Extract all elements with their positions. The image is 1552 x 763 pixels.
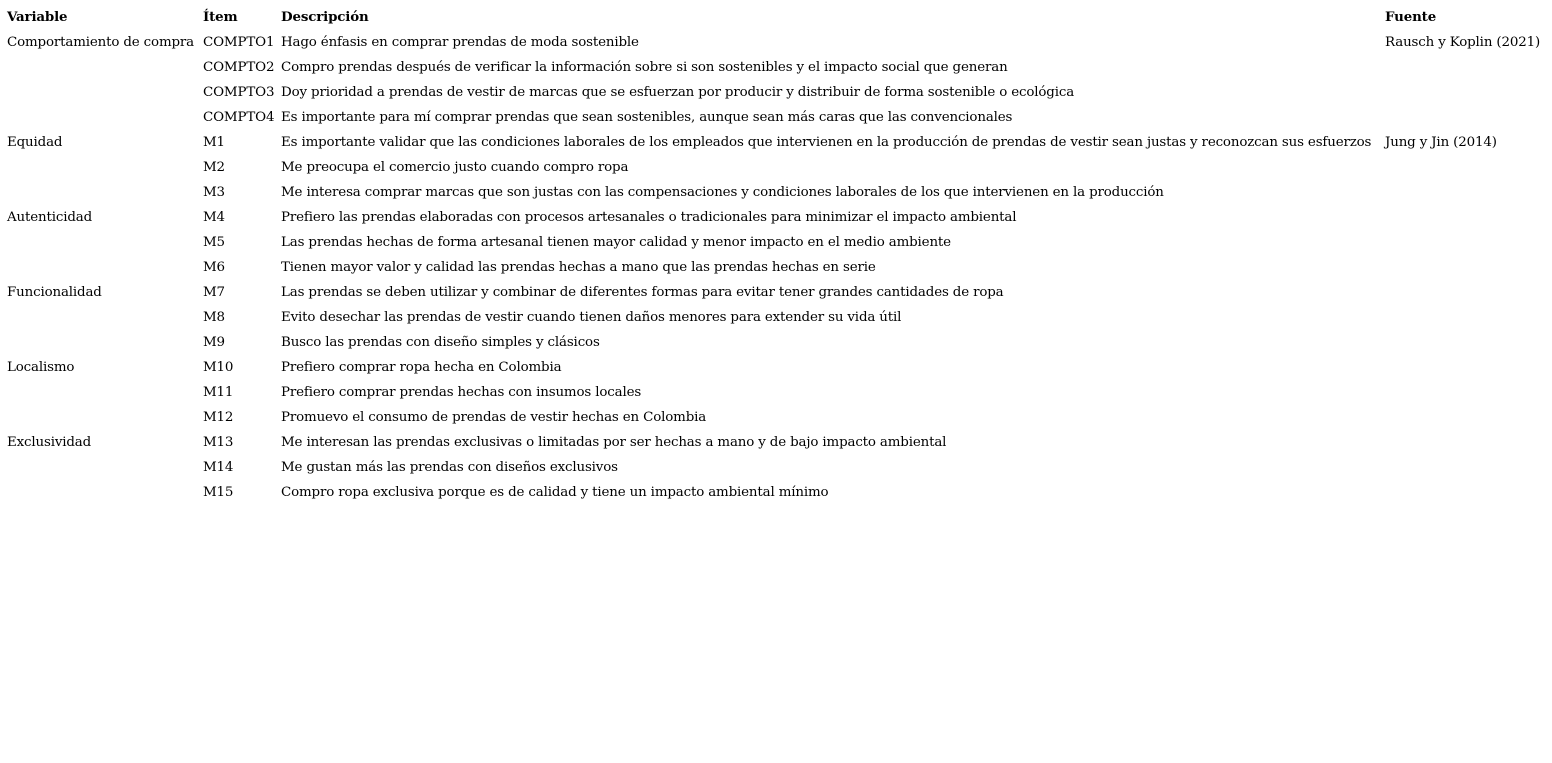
table-row bbox=[7, 230, 1545, 255]
cell-item: M12 bbox=[203, 410, 234, 425]
table-row bbox=[7, 55, 1545, 80]
cell-description: Prefiero comprar prendas hechas con insumos locales bbox=[281, 385, 642, 400]
cell-item: M3 bbox=[203, 185, 225, 200]
cell-item: M2 bbox=[203, 160, 225, 175]
cell-variable bbox=[7, 55, 203, 80]
cell-source bbox=[1385, 480, 1545, 505]
cell-source: Rausch y Koplin (2021) bbox=[1385, 35, 1541, 50]
cell-variable bbox=[7, 255, 203, 280]
cell-item: COMPTO1 bbox=[203, 35, 275, 50]
cell-source: Jung y Jin (2014) bbox=[1385, 135, 1497, 150]
cell-description: Hago énfasis en comprar prendas de moda sostenible bbox=[281, 35, 639, 50]
cell-item: M15 bbox=[203, 485, 234, 500]
cell-description: Tienen mayor valor y calidad las prendas hechas a mano que las prendas hechas en serie bbox=[281, 260, 876, 275]
table-row bbox=[7, 480, 1545, 505]
cell-item: M7 bbox=[203, 285, 225, 300]
cell-source bbox=[1385, 180, 1545, 205]
table-header-row bbox=[7, 5, 1545, 30]
cell-variable bbox=[7, 180, 203, 205]
cell-variable bbox=[7, 80, 203, 105]
cell-variable bbox=[7, 405, 203, 430]
cell-item: COMPTO4 bbox=[203, 110, 275, 125]
cell-source bbox=[1385, 255, 1545, 280]
cell-variable: Exclusividad bbox=[7, 435, 92, 450]
cell-variable bbox=[7, 105, 203, 130]
table-row bbox=[7, 280, 1545, 305]
cell-source bbox=[1385, 455, 1545, 480]
table-row bbox=[7, 405, 1545, 430]
header-variable: Variable bbox=[7, 9, 68, 25]
table-row bbox=[7, 30, 1545, 55]
cell-description: Prefiero las prendas elaboradas con procesos artesanales o tradicionales para minimizar el impacto ambiental bbox=[281, 210, 1017, 225]
cell-variable bbox=[7, 380, 203, 405]
cell-variable: Autenticidad bbox=[7, 210, 92, 225]
cell-source bbox=[1385, 380, 1545, 405]
cell-item: M6 bbox=[203, 260, 225, 275]
cell-description: Promuevo el consumo de prendas de vestir hechas en Colombia bbox=[281, 410, 707, 425]
cell-variable bbox=[7, 305, 203, 330]
cell-source bbox=[1385, 330, 1545, 355]
table-row bbox=[7, 130, 1545, 155]
header-item: Ítem bbox=[203, 9, 238, 25]
cell-item: M4 bbox=[203, 210, 225, 225]
cell-source bbox=[1385, 405, 1545, 430]
cell-description: Compro prendas después de verificar la información sobre si son sostenibles y el impacto social que generan bbox=[281, 60, 1008, 75]
cell-description: Compro ropa exclusiva porque es de calidad y tiene un impacto ambiental mínimo bbox=[281, 485, 829, 500]
table-row bbox=[7, 155, 1545, 180]
table-row bbox=[7, 455, 1545, 480]
cell-description: Prefiero comprar ropa hecha en Colombia bbox=[281, 360, 562, 375]
cell-description: Me gustan más las prendas con diseños exclusivos bbox=[281, 460, 618, 475]
cell-item: M1 bbox=[203, 135, 225, 150]
table-row bbox=[7, 305, 1545, 330]
cell-source bbox=[1385, 55, 1545, 80]
cell-variable bbox=[7, 455, 203, 480]
table-row bbox=[7, 330, 1545, 355]
cell-item: M10 bbox=[203, 360, 234, 375]
cell-variable: Funcionalidad bbox=[7, 285, 102, 300]
table-row bbox=[7, 80, 1545, 105]
cell-description: Me interesan las prendas exclusivas o limitadas por ser hechas a mano y de bajo impacto ambiental bbox=[281, 435, 947, 450]
cell-variable bbox=[7, 480, 203, 505]
header-description: Descripción bbox=[281, 9, 369, 25]
cell-source bbox=[1385, 280, 1545, 305]
table-row bbox=[7, 180, 1545, 205]
cell-source bbox=[1385, 80, 1545, 105]
cell-description: Doy prioridad a prendas de vestir de marcas que se esfuerzan por producir y distribuir de forma sostenible o ecológica bbox=[281, 85, 1075, 100]
survey-items-table bbox=[7, 5, 1545, 505]
table-row bbox=[7, 430, 1545, 455]
cell-variable bbox=[7, 230, 203, 255]
table-row bbox=[7, 355, 1545, 380]
table-row bbox=[7, 255, 1545, 280]
cell-source bbox=[1385, 430, 1545, 455]
cell-item: M14 bbox=[203, 460, 234, 475]
cell-source bbox=[1385, 155, 1545, 180]
header-source: Fuente bbox=[1385, 9, 1437, 25]
cell-description: Las prendas hechas de forma artesanal tienen mayor calidad y menor impacto en el medio ambiente bbox=[281, 235, 951, 250]
cell-description: Es importante para mí comprar prendas que sean sostenibles, aunque sean más caras que las convencionales bbox=[281, 110, 1013, 125]
cell-variable: Equidad bbox=[7, 135, 63, 150]
cell-source bbox=[1385, 205, 1545, 230]
cell-item: M5 bbox=[203, 235, 225, 250]
cell-item: M8 bbox=[203, 310, 225, 325]
cell-source bbox=[1385, 355, 1545, 380]
cell-description: Me interesa comprar marcas que son justas con las compensaciones y condiciones laborales de los que intervienen en la producción bbox=[281, 185, 1164, 200]
cell-source bbox=[1385, 305, 1545, 330]
cell-description: Las prendas se deben utilizar y combinar de diferentes formas para evitar tener grandes cantidades de ropa bbox=[281, 285, 1004, 300]
cell-description: Busco las prendas con diseño simples y clásicos bbox=[281, 335, 600, 350]
table-row bbox=[7, 380, 1545, 405]
cell-variable: Localismo bbox=[7, 360, 75, 375]
cell-description: Me preocupa el comercio justo cuando compro ropa bbox=[281, 160, 629, 175]
cell-variable bbox=[7, 330, 203, 355]
cell-item: M11 bbox=[203, 385, 234, 400]
cell-item: M9 bbox=[203, 335, 225, 350]
cell-description: Evito desechar las prendas de vestir cuando tienen daños menores para extender su vida útil bbox=[281, 310, 902, 325]
cell-item: M13 bbox=[203, 435, 234, 450]
cell-source bbox=[1385, 105, 1545, 130]
cell-variable bbox=[7, 155, 203, 180]
cell-description: Es importante validar que las condiciones laborales de los empleados que intervienen en la producción de prendas de vestir sean justas y reconozcan sus esfuerzos bbox=[281, 135, 1372, 150]
table-row bbox=[7, 105, 1545, 130]
cell-variable: Comportamiento de compra bbox=[7, 35, 195, 50]
table-row bbox=[7, 205, 1545, 230]
cell-item: COMPTO3 bbox=[203, 85, 275, 100]
cell-item: COMPTO2 bbox=[203, 60, 275, 75]
cell-source bbox=[1385, 230, 1545, 255]
